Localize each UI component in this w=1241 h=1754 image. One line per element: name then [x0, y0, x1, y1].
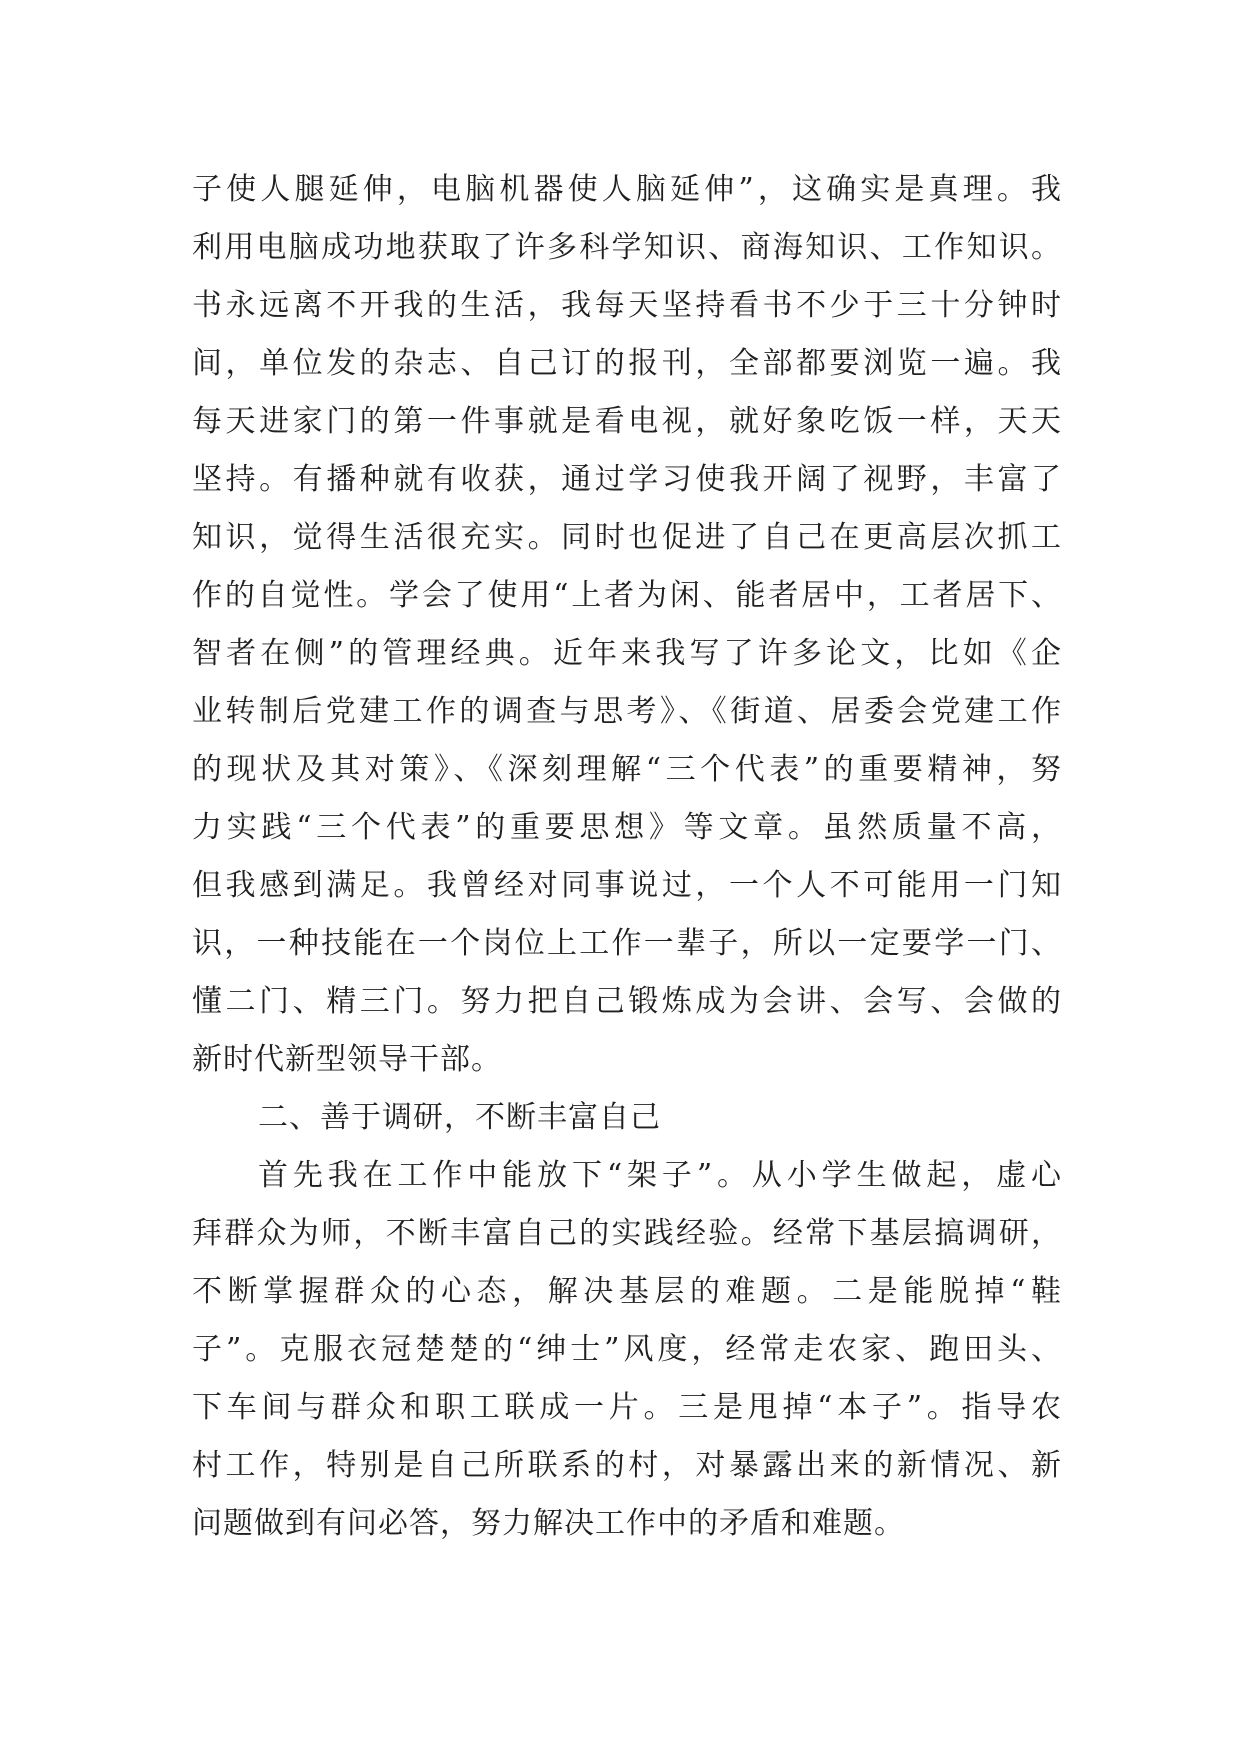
paragraph-1-line: 智者在侧”的管理经典。近年来我写了许多论文，比如《企: [192, 636, 1062, 671]
paragraph-1-line: 懂二门、精三门。努力把自己锻炼成为会讲、会写、会做的: [192, 984, 1062, 1019]
paragraph-2-line: 问题做到有问必答，努力解决工作中的矛盾和难题。: [192, 1506, 905, 1541]
paragraph-2-line: 下车间与群众和职工联成一片。三是甩掉“本子”。指导农: [192, 1390, 1062, 1425]
paragraph-1-line: 识，一种技能在一个岗位上工作一辈子，所以一定要学一门、: [192, 926, 1062, 961]
paragraph-1-line: 利用电脑成功地获取了许多科学知识、商海知识、工作知识。: [192, 230, 1062, 265]
paragraph-1-line: 子使人腿延伸，电脑机器使人脑延伸”，这确实是真理。我: [192, 172, 1062, 207]
paragraph-1-line: 每天进家门的第一件事就是看电视，就好象吃饭一样，天天: [192, 404, 1062, 439]
paragraph-1-line: 新时代新型领导干部。: [192, 1042, 502, 1077]
paragraph-1-line: 但我感到满足。我曾经对同事说过，一个人不可能用一门知: [192, 868, 1062, 903]
body-text: [192, 161, 1062, 1553]
section-heading: 二、善于调研，不断丰富自己: [258, 1100, 661, 1135]
paragraph-1-line: 力实践“三个代表”的重要思想》等文章。虽然质量不高，: [192, 810, 1062, 845]
paragraph-1-line: 的现状及其对策》、《深刻理解“三个代表”的重要精神，努: [192, 752, 1062, 787]
paragraph-1-line: 业转制后党建工作的调查与思考》、《街道、居委会党建工作: [192, 694, 1062, 729]
paragraph-2-line: 村工作，特别是自己所联系的村，对暴露出来的新情况、新: [192, 1448, 1062, 1483]
paragraph-1-line: 间，单位发的杂志、自己订的报刊，全部都要浏览一遍。我: [192, 346, 1062, 381]
paragraph-2-line: 拜群众为师，不断丰富自己的实践经验。经常下基层搞调研，: [192, 1216, 1062, 1251]
paragraph-2-line: 子”。克服衣冠楚楚的“绅士”风度，经常走农家、跑田头、: [192, 1332, 1062, 1367]
paragraph-1-line: 书永远离不开我的生活，我每天坚持看书不少于三十分钟时: [192, 288, 1062, 323]
paragraph-1-line: 坚持。有播种就有收获，通过学习使我开阔了视野，丰富了: [192, 462, 1062, 497]
paragraph-1-line: 知识，觉得生活很充实。同时也促进了自己在更高层次抓工: [192, 520, 1062, 555]
paragraph-2-line: 首先我在工作中能放下“架子”。从小学生做起，虚心: [258, 1158, 1062, 1193]
paragraph-2-line: 不断掌握群众的心态，解决基层的难题。二是能脱掉“鞋: [192, 1274, 1062, 1309]
paragraph-1-line: 作的自觉性。学会了使用“上者为闲、能者居中，工者居下、: [192, 578, 1062, 613]
